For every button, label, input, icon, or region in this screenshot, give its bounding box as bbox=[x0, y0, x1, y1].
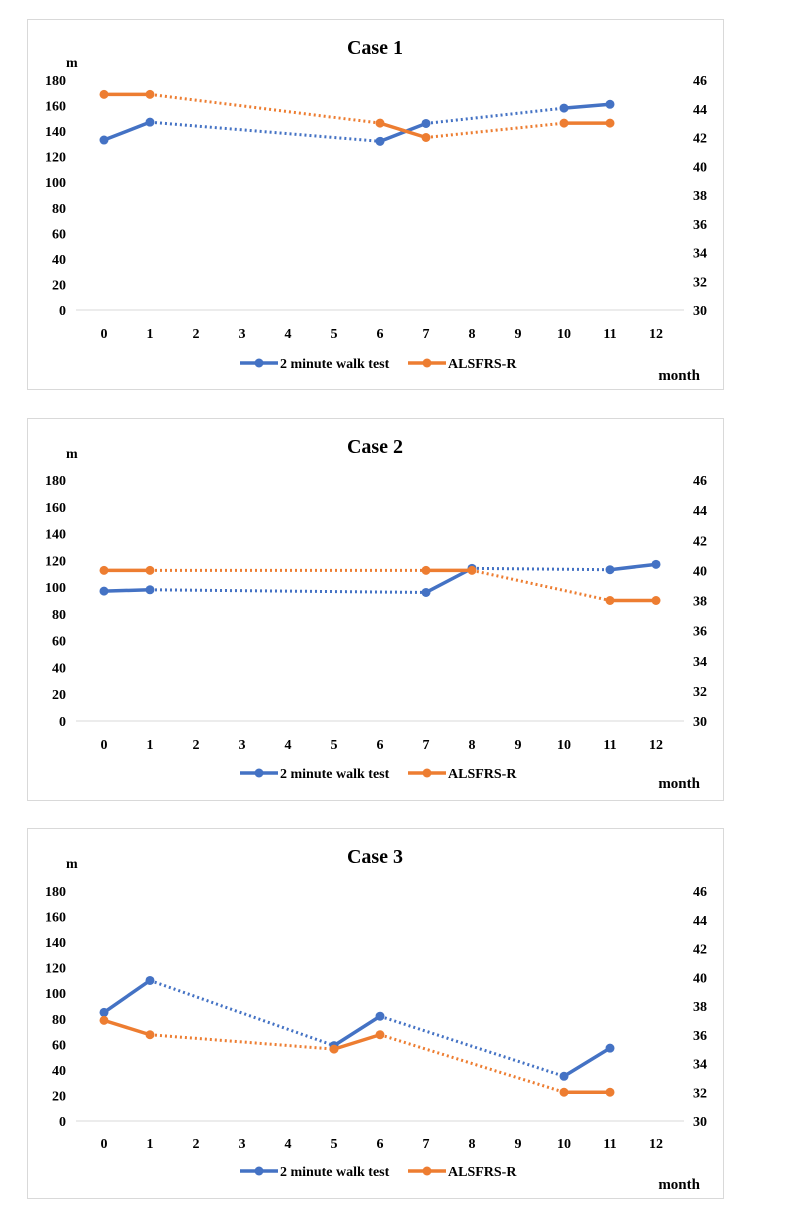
y-right-tick-label: 36 bbox=[693, 1028, 707, 1044]
alsfrs-data-point bbox=[422, 566, 431, 575]
y-right-tick-label: 44 bbox=[693, 102, 707, 118]
legend-marker bbox=[423, 359, 432, 368]
chart-panel-case-2 bbox=[27, 418, 724, 801]
walk-test-data-point bbox=[100, 587, 109, 596]
alsfrs-data-point bbox=[376, 1030, 385, 1039]
alsfrs-data-point bbox=[606, 596, 615, 605]
x-tick-label: 0 bbox=[100, 738, 108, 753]
x-axis-unit-label: month bbox=[658, 368, 700, 384]
walk-test-data-point bbox=[422, 119, 431, 128]
legend-label: 2 minute walk test bbox=[280, 1165, 390, 1180]
y-left-tick-label: 140 bbox=[45, 527, 66, 543]
alsfrs-data-point bbox=[100, 1016, 109, 1025]
walk-test-data-point bbox=[376, 1012, 385, 1021]
y-right-tick-label: 44 bbox=[693, 504, 707, 520]
y-right-tick-label: 30 bbox=[693, 1115, 707, 1130]
y-right-tick-label: 36 bbox=[693, 624, 707, 640]
y-left-tick-label: 160 bbox=[45, 500, 66, 516]
x-tick-label: 12 bbox=[649, 327, 663, 342]
alsfrs-data-point bbox=[652, 596, 661, 605]
x-tick-label: 1 bbox=[146, 327, 154, 342]
x-tick-label: 0 bbox=[100, 1137, 108, 1152]
walk-test-data-point bbox=[606, 565, 615, 574]
x-tick-label: 7 bbox=[422, 738, 430, 753]
y-left-tick-label: 100 bbox=[45, 581, 66, 597]
legend-label: 2 minute walk test bbox=[280, 767, 390, 782]
walk-test-data-point bbox=[146, 118, 155, 127]
legend-label: ALSFRS-R bbox=[448, 1165, 517, 1180]
y-right-tick-label: 30 bbox=[693, 715, 707, 730]
y-right-tick-label: 32 bbox=[693, 275, 707, 291]
x-tick-label: 11 bbox=[603, 327, 617, 342]
y-left-tick-label: 60 bbox=[52, 227, 66, 243]
x-tick-label: 4 bbox=[284, 327, 292, 342]
y-left-tick-label: 80 bbox=[52, 201, 66, 217]
y-left-tick-label: 20 bbox=[52, 1089, 66, 1105]
y-right-tick-label: 44 bbox=[693, 913, 707, 929]
x-tick-label: 6 bbox=[376, 1137, 384, 1152]
y-right-tick-label: 38 bbox=[693, 189, 707, 204]
x-tick-label: 4 bbox=[284, 738, 292, 753]
y-right-tick-label: 46 bbox=[693, 474, 707, 489]
x-tick-label: 12 bbox=[649, 738, 663, 753]
walk-test-data-point bbox=[560, 104, 569, 113]
alsfrs-data-point bbox=[330, 1045, 339, 1054]
y-axis-unit-label: m bbox=[66, 56, 78, 71]
x-tick-label: 1 bbox=[146, 738, 154, 753]
alsfrs-data-point bbox=[146, 90, 155, 99]
y-left-tick-label: 20 bbox=[52, 278, 66, 294]
alsfrs-dotted-segment bbox=[380, 1035, 564, 1093]
y-right-tick-label: 40 bbox=[693, 160, 707, 176]
y-axis-unit-label: m bbox=[66, 447, 78, 462]
y-right-tick-label: 46 bbox=[693, 74, 707, 89]
y-left-tick-label: 40 bbox=[52, 661, 66, 677]
walk-test-data-point bbox=[606, 1044, 615, 1053]
chart-panel-case-1 bbox=[27, 19, 724, 390]
x-tick-label: 11 bbox=[603, 1137, 617, 1152]
chart-panel-case-3 bbox=[27, 828, 724, 1199]
y-axis-unit-label: m bbox=[66, 857, 78, 872]
y-right-tick-label: 36 bbox=[693, 217, 707, 233]
x-tick-label: 5 bbox=[330, 1137, 338, 1152]
x-tick-label: 12 bbox=[649, 1137, 663, 1152]
x-tick-label: 11 bbox=[603, 738, 617, 753]
y-right-tick-label: 40 bbox=[693, 971, 707, 987]
alsfrs-data-point bbox=[606, 119, 615, 128]
walk-test-data-point bbox=[146, 976, 155, 985]
x-tick-label: 10 bbox=[557, 738, 571, 753]
x-tick-label: 2 bbox=[192, 1137, 200, 1152]
legend-label: ALSFRS-R bbox=[448, 357, 517, 372]
y-left-tick-label: 160 bbox=[45, 910, 66, 926]
x-tick-label: 7 bbox=[422, 327, 430, 342]
x-tick-label: 5 bbox=[330, 327, 338, 342]
y-right-tick-label: 34 bbox=[693, 654, 707, 670]
walk-test-dotted-segment bbox=[150, 980, 334, 1045]
y-left-tick-label: 0 bbox=[59, 304, 66, 319]
x-tick-label: 3 bbox=[238, 327, 246, 342]
y-left-tick-label: 100 bbox=[45, 987, 66, 1003]
y-right-tick-label: 42 bbox=[693, 131, 707, 147]
y-left-tick-label: 180 bbox=[45, 74, 66, 89]
alsfrs-dotted-segment bbox=[150, 94, 380, 123]
y-left-tick-label: 120 bbox=[45, 150, 66, 166]
alsfrs-data-point bbox=[376, 119, 385, 128]
y-right-tick-label: 46 bbox=[693, 885, 707, 900]
x-tick-label: 9 bbox=[514, 327, 522, 342]
y-left-tick-label: 20 bbox=[52, 688, 66, 704]
y-right-tick-label: 42 bbox=[693, 534, 707, 550]
walk-test-data-point bbox=[376, 137, 385, 146]
x-tick-label: 6 bbox=[376, 327, 384, 342]
y-left-tick-label: 160 bbox=[45, 99, 66, 115]
walk-test-solid-segment bbox=[610, 564, 656, 569]
x-tick-label: 3 bbox=[238, 1137, 246, 1152]
alsfrs-data-point bbox=[560, 119, 569, 128]
y-left-tick-label: 180 bbox=[45, 474, 66, 489]
y-right-tick-label: 38 bbox=[693, 1000, 707, 1015]
x-tick-label: 2 bbox=[192, 327, 200, 342]
legend-label: ALSFRS-R bbox=[448, 767, 517, 782]
x-tick-label: 7 bbox=[422, 1137, 430, 1152]
y-right-tick-label: 32 bbox=[693, 1086, 707, 1102]
y-left-tick-label: 0 bbox=[59, 715, 66, 730]
alsfrs-data-point bbox=[100, 566, 109, 575]
alsfrs-data-point bbox=[422, 133, 431, 142]
y-left-tick-label: 80 bbox=[52, 1012, 66, 1028]
alsfrs-solid-segment bbox=[104, 1020, 150, 1034]
walk-test-dotted-segment bbox=[472, 568, 610, 569]
x-tick-label: 3 bbox=[238, 738, 246, 753]
y-left-tick-label: 100 bbox=[45, 176, 66, 192]
x-tick-label: 10 bbox=[557, 327, 571, 342]
legend-marker bbox=[255, 769, 264, 778]
x-tick-label: 10 bbox=[557, 1137, 571, 1152]
chart-case-2 bbox=[28, 419, 723, 800]
alsfrs-dotted-segment bbox=[472, 570, 610, 600]
y-right-tick-label: 40 bbox=[693, 564, 707, 580]
legend-marker bbox=[255, 359, 264, 368]
x-tick-label: 1 bbox=[146, 1137, 154, 1152]
walk-test-data-point bbox=[606, 100, 615, 109]
walk-test-data-point bbox=[146, 585, 155, 594]
y-left-tick-label: 120 bbox=[45, 554, 66, 570]
y-right-tick-label: 42 bbox=[693, 942, 707, 958]
alsfrs-data-point bbox=[560, 1088, 569, 1097]
y-left-tick-label: 120 bbox=[45, 961, 66, 977]
alsfrs-data-point bbox=[100, 90, 109, 99]
x-tick-label: 8 bbox=[468, 738, 476, 753]
x-axis-unit-label: month bbox=[658, 776, 700, 792]
chart-title: Case 1 bbox=[346, 37, 404, 59]
chart-case-1 bbox=[28, 20, 723, 389]
walk-test-data-point bbox=[100, 1008, 109, 1017]
y-right-tick-label: 38 bbox=[693, 594, 707, 610]
walk-test-data-point bbox=[100, 136, 109, 145]
x-tick-label: 2 bbox=[192, 738, 200, 753]
x-tick-label: 8 bbox=[468, 1137, 476, 1152]
chart-title: Case 2 bbox=[346, 436, 404, 458]
alsfrs-data-point bbox=[146, 1030, 155, 1039]
walk-test-dotted-segment bbox=[150, 122, 380, 141]
x-tick-label: 5 bbox=[330, 738, 338, 753]
x-tick-label: 8 bbox=[468, 327, 476, 342]
walk-test-solid-segment bbox=[564, 104, 610, 108]
walk-test-data-point bbox=[560, 1072, 569, 1081]
y-right-tick-label: 34 bbox=[693, 246, 707, 262]
alsfrs-data-point bbox=[606, 1088, 615, 1097]
y-right-tick-label: 32 bbox=[693, 684, 707, 700]
x-tick-label: 0 bbox=[100, 327, 108, 342]
y-left-tick-label: 0 bbox=[59, 1115, 66, 1130]
walk-test-data-point bbox=[652, 560, 661, 569]
x-tick-label: 9 bbox=[514, 738, 522, 753]
walk-test-solid-segment bbox=[104, 980, 150, 1012]
walk-test-dotted-segment bbox=[426, 108, 564, 123]
y-left-tick-label: 140 bbox=[45, 125, 66, 141]
walk-test-solid-segment bbox=[564, 1048, 610, 1076]
legend-marker bbox=[423, 1167, 432, 1176]
x-axis-unit-label: month bbox=[658, 1177, 700, 1193]
walk-test-dotted-segment bbox=[150, 590, 426, 593]
x-tick-label: 6 bbox=[376, 738, 384, 753]
alsfrs-data-point bbox=[468, 566, 477, 575]
chart-case-3 bbox=[28, 829, 723, 1198]
y-left-tick-label: 180 bbox=[45, 885, 66, 900]
alsfrs-dotted-segment bbox=[426, 123, 564, 137]
walk-test-solid-segment bbox=[104, 122, 150, 140]
walk-test-dotted-segment bbox=[380, 1016, 564, 1076]
y-left-tick-label: 40 bbox=[52, 252, 66, 268]
y-right-tick-label: 30 bbox=[693, 304, 707, 319]
x-tick-label: 9 bbox=[514, 1137, 522, 1152]
y-left-tick-label: 140 bbox=[45, 936, 66, 952]
y-right-tick-label: 34 bbox=[693, 1057, 707, 1073]
legend-label: 2 minute walk test bbox=[280, 357, 390, 372]
y-left-tick-label: 60 bbox=[52, 634, 66, 650]
y-left-tick-label: 60 bbox=[52, 1038, 66, 1054]
x-tick-label: 4 bbox=[284, 1137, 292, 1152]
legend-marker bbox=[255, 1167, 264, 1176]
y-left-tick-label: 80 bbox=[52, 607, 66, 623]
y-left-tick-label: 40 bbox=[52, 1063, 66, 1079]
walk-test-solid-segment bbox=[104, 590, 150, 591]
legend-marker bbox=[423, 769, 432, 778]
chart-title: Case 3 bbox=[346, 846, 404, 868]
alsfrs-data-point bbox=[146, 566, 155, 575]
walk-test-data-point bbox=[422, 588, 431, 597]
